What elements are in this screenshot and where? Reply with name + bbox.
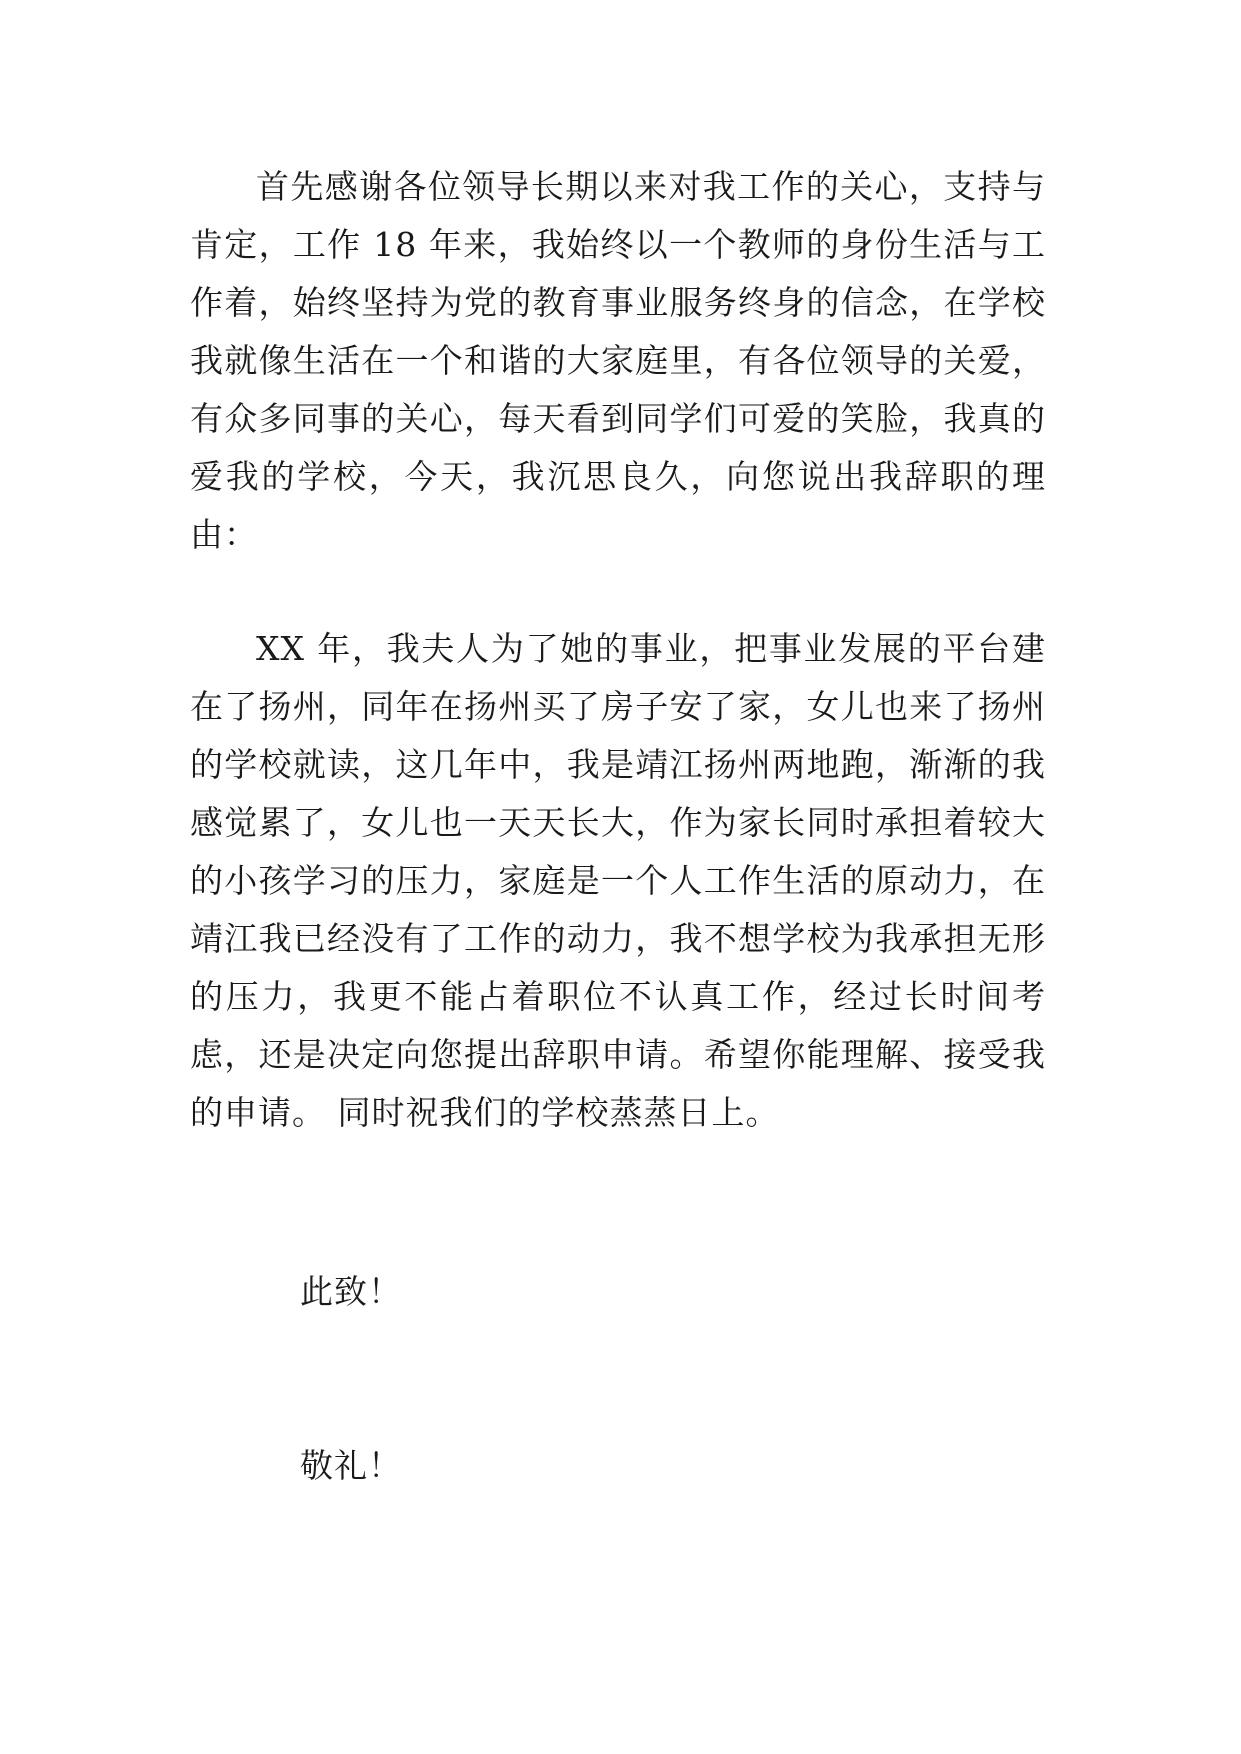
closing-salutation: 此致！ [300, 1272, 402, 1311]
closing-regards: 敬礼！ [300, 1446, 402, 1485]
body-paragraph-opening: 首先感谢各位领导长期以来对我工作的关心，支持与肯定，工作 18 年来，我始终以一个教师的身份生活与工作着，始终坚持为党的教育事业服务终身的信念，在学校我就像生活在一个和谐的大家庭里，有各位领导的关爱，有众多同事的关心，每天看到同学们可爱的笑脸，我真的爱我的学校，今天，我沉思良久，向您说出我辞职的理由： [190, 167, 1046, 554]
body-paragraph-reason: XX 年，我夫人为了她的事业，把事业发展的平台建在了扬州，同年在扬州买了房子安了家，女儿也来了扬州的学校就读，这几年中，我是靖江扬州两地跑，渐渐的我感觉累了，女儿也一天天长大，作为家长同时承担着较大的小孩学习的压力，家庭是一个人工作生活的原动力，在靖江我已经没有了工作的动力，我不想学校为我承担无形的压力，我更不能占着职位不认真工作，经过长时间考虑，还是决定向您提出辞职申请。希望你能理解、接受我的申请。 同时祝我们的学校蒸蒸日上。 [190, 629, 1046, 1132]
